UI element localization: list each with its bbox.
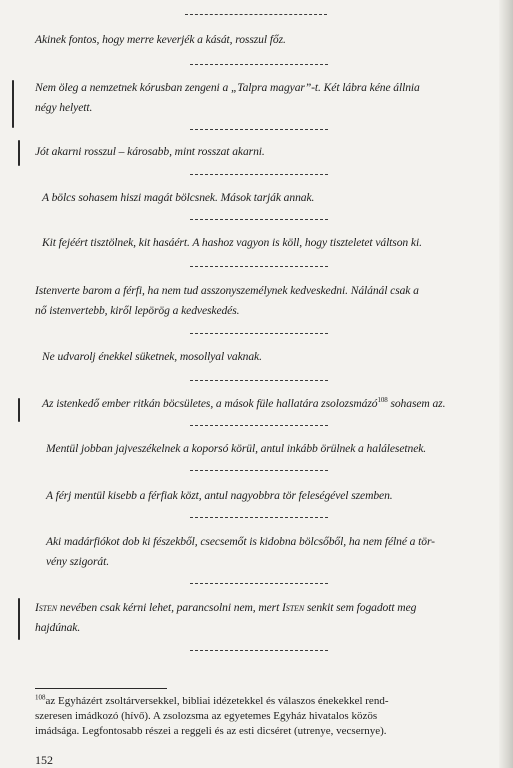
separator-line	[190, 380, 328, 381]
margin-mark	[18, 140, 20, 166]
proverb: Kit fejéért tisztölnek, kit hasáért. A hashoz vagyon is köll, hogy tiszteletet váltson ki.	[42, 236, 422, 249]
proverb: Jót akarni rosszul – károsabb, mint rosszat akarni.	[35, 145, 265, 158]
margin-mark	[18, 598, 20, 640]
proverb: Mentül jobban jajveszékelnek a koporsó körül, antul inkább örülnek a halálesetnek.	[46, 442, 427, 455]
proverb: Aki madárfiókot dob ki fészekből, csecsemőt is kidobna bölcsőből, ha nem félné a tör- vény szigorát.	[46, 535, 435, 568]
footnote-rule	[35, 688, 167, 689]
proverb: Isten nevében csak kérni lehet, parancsolni nem, mert Isten senkit sem fogadott meg hajdúnak.	[35, 601, 417, 634]
separator-line	[190, 174, 328, 175]
proverb: Akinek fontos, hogy merre keverjék a kását, rosszul főz.	[35, 33, 286, 46]
footnote-reference: 108	[377, 396, 388, 405]
footnote-marker: 108	[35, 693, 46, 702]
proverb: Istenverte barom a férfi, ha nem tud asszonyszemélynek kedveskedni. Nálánál csak a nő istenvertebb, kiről lepörög a kedveskedés.	[35, 284, 419, 317]
separator-line	[190, 333, 328, 334]
separator-line	[190, 64, 328, 65]
proverb: Ne udvarolj énekkel süketnek, mosollyal vaknak.	[42, 350, 262, 363]
separator-line	[190, 517, 328, 518]
separator-line	[190, 425, 328, 426]
separator-line	[190, 470, 328, 471]
proverb: A bölcs sohasem hiszi magát bölcsnek. Mások tarják annak.	[42, 191, 315, 204]
page-edge-shadow	[499, 0, 513, 768]
separator-line	[190, 583, 328, 584]
margin-mark	[18, 398, 20, 422]
separator-line	[190, 650, 328, 651]
proverb: A férj mentül kisebb a férfiak közt, antul nagyobbra tör feleségével szemben.	[46, 489, 393, 502]
separator-line	[185, 14, 327, 15]
margin-mark	[12, 80, 14, 128]
page-number: 152	[35, 753, 53, 767]
proverb: Az istenkedő ember ritkán böcsületes, a mások füle hallatára zsolozsmázó$^{108}$ sohasem az.	[42, 396, 446, 410]
footnote: $^{108}$az Egyházért zsoltárversekkel, bibliai idézetekkel és válaszos énekekkel rend- szeresen imádkozó (hívő). A zsolozsma az egyetemes Egyház hivatalos közös imádsága. Legfontosabb részei a reggeli és az esti dicséret (utrenye, vecsernye).	[35, 693, 389, 737]
proverb: Nem öleg a nemzetnek kórusban zengeni a „Talpra magyar”-t. Két lábra kéne állnia négy helyett.	[35, 81, 420, 114]
separator-line	[190, 266, 328, 267]
separator-line	[190, 129, 328, 130]
separator-line	[190, 219, 328, 220]
